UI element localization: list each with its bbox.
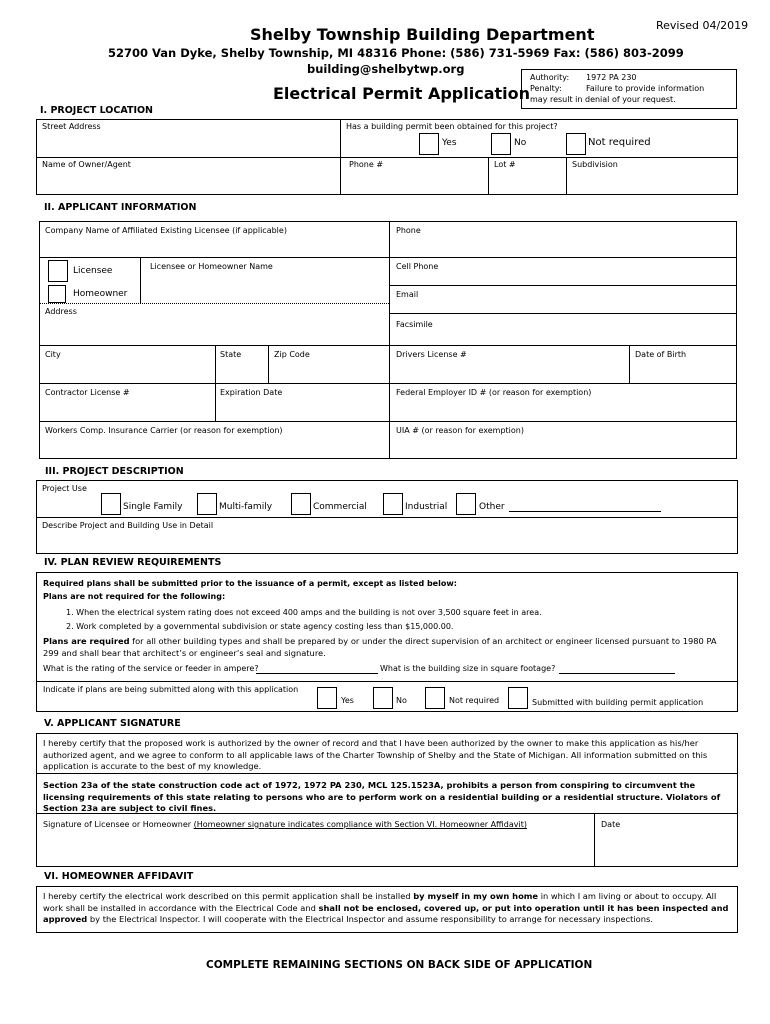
permit-question: Has a building permit been obtained for this project? [346,122,558,131]
revised-date: Revised 04/2019 [656,19,749,32]
plans-submitted-checkbox[interactable] [508,687,528,709]
other-label: Other [479,502,505,512]
plans-no-label: No [396,696,407,705]
homeowner-label: Homeowner [73,289,128,299]
other-checkbox[interactable] [456,493,476,515]
penalty-label: Penalty: [530,84,562,93]
permit-not-required-label: Not required [588,137,651,148]
multi-family-checkbox[interactable] [197,493,217,515]
section-6-title: VI. HOMEOWNER AFFIDAVIT [44,871,194,882]
industrial-label: Industrial [405,502,448,512]
single-family-checkbox[interactable] [101,493,121,515]
subdivision-label: Subdivision [572,160,618,169]
subdivision-input[interactable] [570,172,734,192]
owner-agent-input[interactable] [42,172,336,192]
contractor-license-label: Contractor License # [45,388,130,397]
permit-no-label: No [514,138,527,148]
project-use-label: Project Use [42,484,87,493]
not-required-for-text: Plans are not required for the following: [43,592,226,601]
rating-question: What is the rating of the service or feeder in ampere? [43,664,259,673]
federal-id-label: Federal Employer ID # (or reason for exemption) [396,388,592,397]
plans-yes-checkbox[interactable] [317,687,337,709]
email-label: Email [396,290,419,299]
authority-value: 1972 PA 230 [586,73,637,82]
facsimile-label: Facsimile [396,320,433,329]
describe-project-input[interactable] [42,532,732,550]
zip-label: Zip Code [274,350,310,359]
applicant-phone-label: Phone [396,226,421,235]
exemption-item-1: 1. When the electrical system rating does not exceed 400 amps and the building is not over 3,500 square feet in area. [66,608,542,617]
date-input[interactable] [600,834,734,862]
street-address-input[interactable] [42,140,332,150]
lot-label: Lot # [494,160,516,169]
industrial-checkbox[interactable] [383,493,403,515]
permit-not-required-checkbox[interactable] [566,133,586,155]
other-input[interactable] [509,502,661,512]
phone-label: Phone # [349,160,384,169]
department-email: building@shelbytwp.org [307,62,465,76]
drivers-license-label: Drivers License # [396,350,467,359]
owner-agent-label: Name of Owner/Agent [42,160,131,169]
street-address-label: Street Address [42,122,101,131]
footer-note: COMPLETE REMAINING SECTIONS ON BACK SIDE OF APPLICATION [206,959,593,971]
licensee-name-label: Licensee or Homeowner Name [150,262,273,271]
section-23a-text: Section 23a of the state construction code act of 1972, 1972 PA 230, MCL 125.1523A, prohibits a person from conspiring to circumvent the licensing requirements of this state relating to persons who are to perform work on a residential building or a residential structure. Violators of Section 23a are subject to civil fines. [43,780,721,813]
plans-not-required-label: Not required [449,696,500,705]
describe-project-label: Describe Project and Building Use in Detail [42,521,214,530]
penalty-value: Failure to provide information [586,84,705,93]
size-input[interactable] [559,664,675,674]
signature-label: Signature of Licensee or Homeowner (Homeowner signature indicates compliance with Section VI. Homeowner Affidavit) [43,820,527,829]
cell-phone-label: Cell Phone [396,262,439,271]
single-family-label: Single Family [123,502,183,512]
state-label: State [220,350,242,359]
date-label: Date [601,820,621,829]
commercial-checkbox[interactable] [291,493,311,515]
plans-required-text: Plans are required for all other building types and shall be prepared by or under the direct supervision of an architect or engineer licensed pursuant to 1980 PA 299 and shall bear that architect’s or engineer’s seal and signature. [43,636,717,658]
required-plans-text: Required plans shall be submitted prior to the issuance of a permit, except as listed below: [43,579,457,588]
department-name: Shelby Township Building Department [250,25,595,44]
plans-not-required-checkbox[interactable] [425,687,445,709]
city-label: City [45,350,61,359]
permit-no-checkbox[interactable] [491,133,511,155]
signature-input[interactable] [43,834,589,862]
section-3-title: III. PROJECT DESCRIPTION [45,466,184,477]
certify-text: I hereby certify that the proposed work is authorized by the owner of record and that I have been authorized by the owner to make this application as his/her authorized agent, and we agree to conform to all applicable laws of the Charter Township of Shelby and the State of Michigan. All information submitted on this application is accurate to the best of my knowledge. [43,738,708,771]
company-label: Company Name of Affiliated Existing Licensee (if applicable) [45,226,287,235]
size-question: What is the building size in square footage? [380,664,556,673]
form-title: Electrical Permit Application [273,84,531,103]
authority-box [521,69,737,109]
address-label: Address [45,307,77,316]
expiration-label: Expiration Date [220,388,283,397]
homeowner-checkbox[interactable] [48,285,66,303]
plans-yes-label: Yes [341,696,354,705]
licensee-checkbox[interactable] [48,260,68,282]
permit-yes-label: Yes [442,138,457,148]
penalty-value-2: may result in denial of your request. [530,95,676,104]
section-5-title: V. APPLICANT SIGNATURE [44,718,181,729]
workers-comp-label: Workers Comp. Insurance Carrier (or reason for exemption) [45,426,283,435]
commercial-label: Commercial [313,502,367,512]
permit-yes-checkbox[interactable] [419,133,439,155]
plans-no-checkbox[interactable] [373,687,393,709]
exemption-item-2: 2. Work completed by a governmental subdivision or state agency costing less than $15,000.00. [66,622,454,631]
section-4-title: IV. PLAN REVIEW REQUIREMENTS [44,557,222,568]
phone-input[interactable] [346,172,484,192]
section-2-title: II. APPLICANT INFORMATION [44,202,197,213]
dob-label: Date of Birth [635,350,687,359]
rating-input[interactable] [256,664,378,674]
authority-label: Authority: [530,73,570,82]
multi-family-label: Multi-family [219,502,273,512]
indicate-plans-label: Indicate if plans are being submitted along with this application [43,685,299,694]
licensee-label: Licensee [73,266,113,276]
lot-input[interactable] [492,172,562,192]
uia-label: UIA # (or reason for exemption) [396,426,524,435]
department-address: 52700 Van Dyke, Shelby Township, MI 48316 Phone: (586) 731-5969 Fax: (586) 803-2099 [108,46,684,60]
plans-submitted-label: Submitted with building permit application [532,698,704,707]
section-1-title: I. PROJECT LOCATION [40,105,154,116]
affidavit-text: I hereby certify the electrical work described on this permit application shall be installed by myself in my own home in which I am living or about to occupy. All work shall be installed in accordance with the Electrical Code and shall not be enclosed, covered up, or put into operation until it has been inspected and approved by the Electrical Inspector. I will cooperate with the Electrical Inspector and assume responsibility to arrange for necessary inspections. [43,891,729,924]
